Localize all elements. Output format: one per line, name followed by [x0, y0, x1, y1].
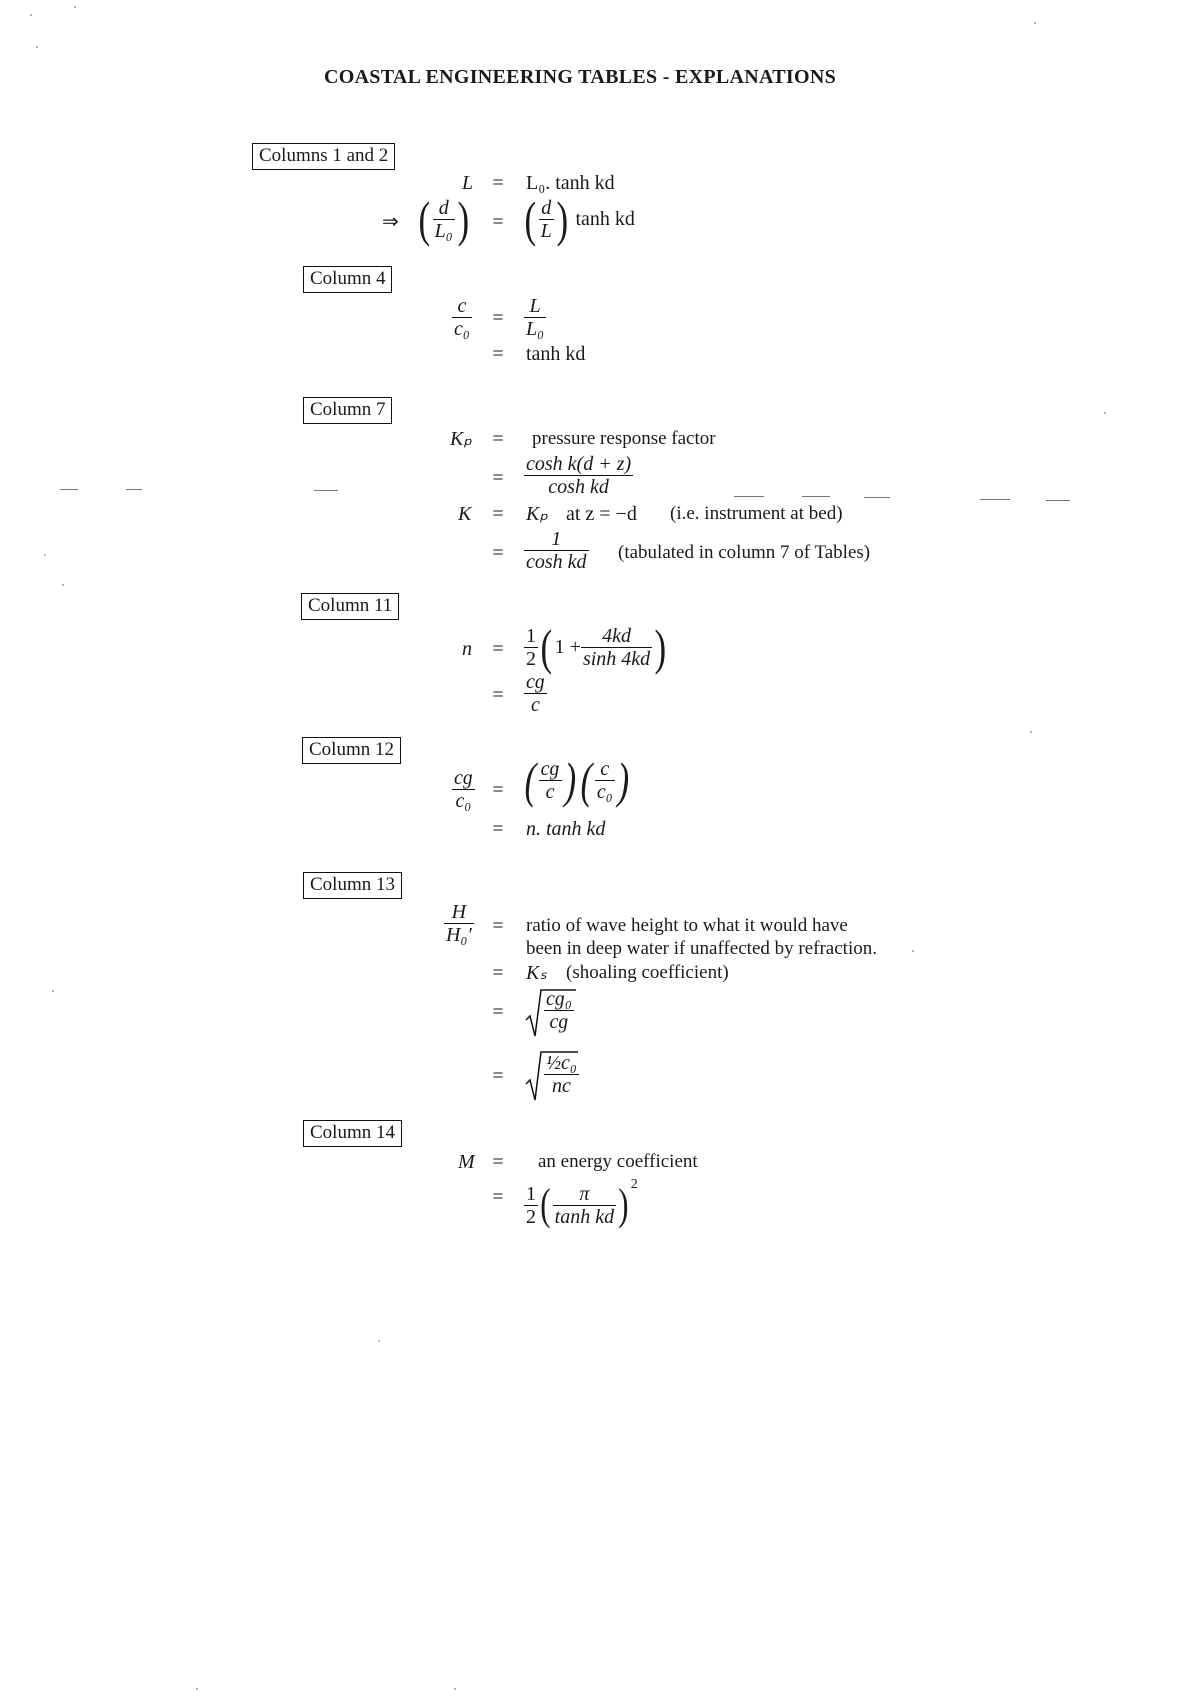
frac-num: c [452, 295, 472, 318]
frac-den: cosh kd [526, 551, 587, 573]
equals-sign: = [492, 1186, 504, 1208]
c13-l3-rhs [544, 988, 574, 1033]
c12-l1-rhs: L₀. tanh kd [526, 172, 615, 194]
frac-den: cosh kd [548, 476, 609, 498]
scan-noise [126, 489, 142, 490]
c11-l2-rhs [524, 671, 547, 716]
scan-noise [378, 1340, 380, 1342]
frac-den: c [531, 694, 540, 716]
section-label-column-4: Column 4 [303, 266, 392, 293]
c7-l4-note: (tabulated in column 7 of Tables) [618, 542, 871, 563]
page-title: COASTAL ENGINEERING TABLES - EXPLANATIONS [323, 66, 837, 88]
c13-l2-note: (shoaling coefficient) [566, 962, 729, 983]
frac-den: c₀ [455, 790, 472, 812]
c7-l3-note: (i.e. instrument at bed) [670, 503, 843, 524]
c13-l1-rhs-line2: been in deep water if unaffected by refraction. [526, 938, 877, 959]
c4-l1-rhs [524, 295, 546, 340]
c13-l4-rhs [544, 1052, 579, 1097]
c12b-l2-rhs: n. tanh kd [526, 818, 606, 840]
c12-l2-tail: tanh kd [575, 208, 635, 230]
c12-l1-lhs: L [462, 172, 474, 194]
section-label-column-7: Column 7 [303, 397, 392, 424]
scan-noise [912, 950, 914, 952]
sqrt-sign-icon [526, 988, 542, 1038]
frac-den: 2 [526, 1205, 536, 1228]
equals-sign: = [492, 684, 504, 706]
frac-den: tanh kd [554, 1205, 615, 1228]
frac-den: cɡ [549, 1011, 569, 1033]
frac-num: 4kd [581, 625, 652, 648]
c12-l2-rhs: ( $\frac{d}{L}$ ) tanh kd [524, 191, 635, 247]
c14-l1-rhs: an energy coefficient [538, 1151, 698, 1172]
c14-exponent: 2 [630, 1177, 638, 1192]
scan-noise [454, 1688, 456, 1690]
c13-l1-rhs-line1: ratio of wave height to what it would have [526, 915, 848, 936]
scan-noise [74, 6, 76, 8]
frac-num: cɡ [454, 767, 473, 789]
frac-den: c₀ [596, 780, 613, 803]
frac-num: π [553, 1183, 616, 1206]
c7-l1-rhs: pressure response factor [532, 428, 716, 449]
scan-noise [60, 489, 78, 490]
frac-den: c [545, 780, 555, 803]
equals-sign: = [492, 467, 504, 489]
c14-l1-lhs: M [458, 1151, 475, 1173]
c4-l2-rhs: tanh kd [526, 343, 586, 365]
frac-num: 1 [524, 528, 589, 551]
sqrt-sign-icon [526, 1050, 542, 1102]
equals-sign: = [492, 307, 504, 329]
frac-num: d [539, 197, 554, 220]
c14-l2-rhs: $\frac{1}{2}$ ( $\frac{\pi}{\text{tanh kd}}$ ) $^2$ [526, 1177, 638, 1230]
c11-l1-lhs: n [462, 638, 472, 660]
equals-sign: = [492, 172, 504, 194]
frac-den: L₀ [434, 219, 453, 242]
scan-noise [314, 490, 338, 491]
c7-l4-rhs [524, 528, 589, 573]
frac-den: 2 [526, 647, 536, 670]
c13-l1-lhs [444, 901, 474, 946]
section-label-column-12: Column 12 [302, 737, 401, 764]
section-label-column-14: Column 14 [303, 1120, 402, 1147]
equals-sign: = [492, 542, 504, 564]
frac-num: ½c₀ [546, 1052, 577, 1074]
frac-num: cɡ [526, 671, 545, 693]
scan-noise [1104, 412, 1106, 414]
frac-den: H₀′ [446, 924, 472, 946]
c7-l2-rhs [524, 453, 633, 498]
frac-den: L₀ [526, 318, 545, 340]
equals-sign: = [492, 428, 504, 450]
frac-den: c₀ [454, 318, 470, 340]
scan-noise [1030, 731, 1032, 733]
c11-one-plus: 1 + [554, 636, 581, 658]
scan-noise [196, 1688, 198, 1690]
equals-sign: = [492, 915, 504, 937]
equals-sign: = [492, 211, 504, 233]
frac-num: cɡ₀ [546, 988, 572, 1010]
frac-num: d [433, 197, 455, 220]
equals-sign: = [492, 962, 504, 984]
frac-num: H [444, 901, 474, 924]
section-label-column-13: Column 13 [303, 872, 402, 899]
c12b-l1-lhs [452, 767, 475, 812]
scan-noise [864, 497, 890, 498]
frac-num: cɡ [540, 757, 560, 780]
c7-l3-rhs: Kₚ [526, 503, 548, 525]
c4-l1-lhs [452, 295, 472, 340]
scan-noise [52, 990, 54, 992]
section-label-column-11: Column 11 [301, 593, 399, 620]
scan-noise [980, 499, 1010, 500]
c13-l2-rhs: Kₛ [526, 962, 547, 984]
scan-noise [734, 496, 764, 497]
scan-noise [802, 496, 830, 497]
scan-noise [44, 554, 46, 556]
frac-num: 1 [526, 624, 536, 647]
equals-sign: = [492, 1065, 504, 1087]
equals-sign: = [492, 1151, 504, 1173]
scan-noise [1046, 500, 1070, 501]
equals-sign: = [492, 779, 504, 801]
c12-l2-lhs-fraction: ( $\frac{d}{\text{L₀}}$ ) [418, 191, 469, 247]
frac-den: nc [551, 1075, 571, 1097]
scan-noise [62, 584, 64, 586]
frac-den: L [540, 219, 552, 242]
frac-num: 1 [526, 1182, 536, 1205]
c11-l1-rhs: $\frac{1}{2}$ ( 1 + $\frac{4kd}{\sinh 4kd}$ ) [526, 619, 667, 675]
section-label-columns-1-2: Columns 1 and 2 [252, 143, 395, 170]
c12b-l1-rhs: ( $\frac{\text{cɡ}}{c}$ )( $\frac{c}{\text{c₀}}$ ) [524, 752, 629, 808]
equals-sign: = [492, 503, 504, 525]
scan-noise [36, 46, 38, 48]
c7-l3-condition: at z = −d [566, 503, 637, 525]
equals-sign: = [492, 343, 504, 365]
equals-sign: = [492, 638, 504, 660]
frac-num: L [524, 295, 546, 318]
scan-noise [1034, 22, 1036, 24]
equals-sign: = [492, 818, 504, 840]
equals-sign: = [492, 1001, 504, 1023]
scan-noise [30, 14, 32, 16]
frac-num: c [595, 758, 615, 781]
frac-num: cosh k(d + z) [526, 453, 632, 475]
implies-arrow: ⇒ [382, 211, 399, 233]
c7-l1-lhs: Kₚ [450, 428, 472, 450]
frac-den: sinh 4kd [582, 647, 651, 670]
c7-l3-lhs: K [458, 503, 472, 525]
